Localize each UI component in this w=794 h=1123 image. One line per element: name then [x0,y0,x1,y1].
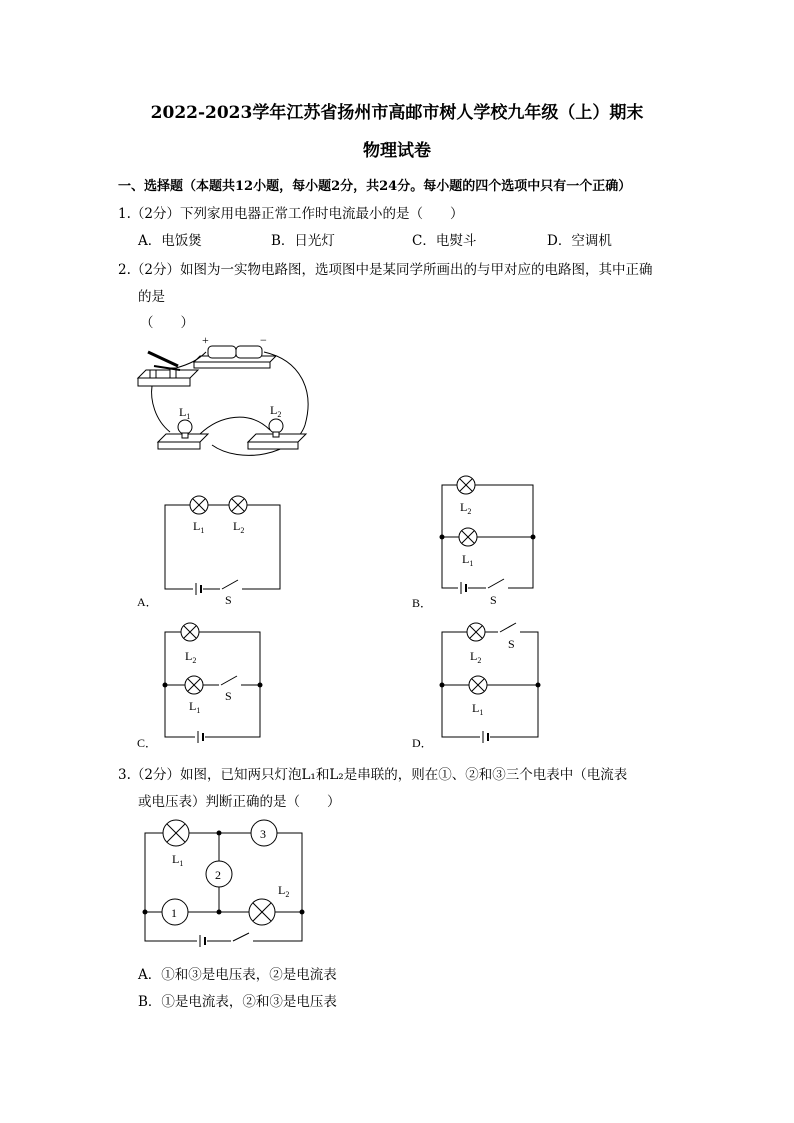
opt-a-s-label: S [225,593,232,607]
opt-d-l2-label: $L_2$ [470,649,482,665]
q1-option-d: D．空调机 [547,233,612,249]
meter-1-label: 1 [171,906,177,920]
opt-d-l1-label: $L_1$ [472,701,484,717]
battery-minus-label: − [260,333,267,347]
opt-d-letter: D． [412,736,433,750]
meter-3-label: 3 [260,827,266,841]
section-header: 一、选择题（本题共12小题，每小题2分，共24分。每小题的四个选项中只有一个正确） [118,179,632,194]
q2-physical-circuit [130,330,330,465]
lamp-l1-label: $L_1$ [179,405,191,421]
q3-option-b: B．①是电流表，②和③是电压表 [138,994,337,1010]
opt-d-s-label: S [508,637,515,651]
opt-a-l2-label: $L_2$ [233,519,245,535]
q3-l1-label: $L_1$ [172,852,184,868]
opt-c-l2-label: $L_2$ [185,649,197,665]
q3-circuit-diagram [140,818,315,953]
meter-2-label: 2 [215,868,221,882]
battery-plus-label: + [202,333,209,347]
opt-c-s-label: S [225,689,232,703]
q2-stem-line2: 的是 [138,289,165,305]
q1-option-a: A．电饭煲 [138,233,202,249]
q2-blank: （ ） [140,315,194,331]
q1-option-c: C．电熨斗 [412,233,477,249]
q3-option-a: A．①和③是电压表，②是电流表 [138,967,337,983]
q3-stem-line2: 或电压表）判断正确的是（ ） [138,794,341,810]
opt-c-letter: C． [137,736,158,750]
q2-option-c-diagram [135,622,275,750]
page-subtitle: 物理试卷 [363,141,431,161]
q2-stem-line1: 2.（2分）如图为一实物电路图，选项图中是某同学所画出的与甲对应的电路图，其中正确 [118,262,653,278]
q2-option-d-diagram [410,622,550,750]
opt-b-s-label: S [490,593,497,607]
opt-a-letter: A． [137,595,158,609]
page-title: 2022-2023学年江苏省扬州市高邮市树人学校九年级（上）期末 [150,103,644,123]
opt-c-l1-label: $L_1$ [189,699,201,715]
lamp-l2-label: $L_2$ [270,403,282,419]
q2-option-b-diagram [410,475,550,610]
q2-option-a-diagram [135,492,285,610]
q1-option-b: B．日光灯 [271,233,335,249]
opt-b-letter: B． [412,596,433,610]
opt-b-l2-label: $L_2$ [460,500,472,516]
opt-a-l1-label: $L_1$ [193,519,205,535]
q3-stem-line1: 3.（2分）如图，已知两只灯泡L₁和L₂是串联的，则在①、②和③三个电表中（电流表 [118,767,628,783]
q1-stem: 1.（2分）下列家用电器正常工作时电流最小的是（ ） [118,206,464,222]
opt-b-l1-label: $L_1$ [462,552,474,568]
q3-l2-label: $L_2$ [278,883,290,899]
